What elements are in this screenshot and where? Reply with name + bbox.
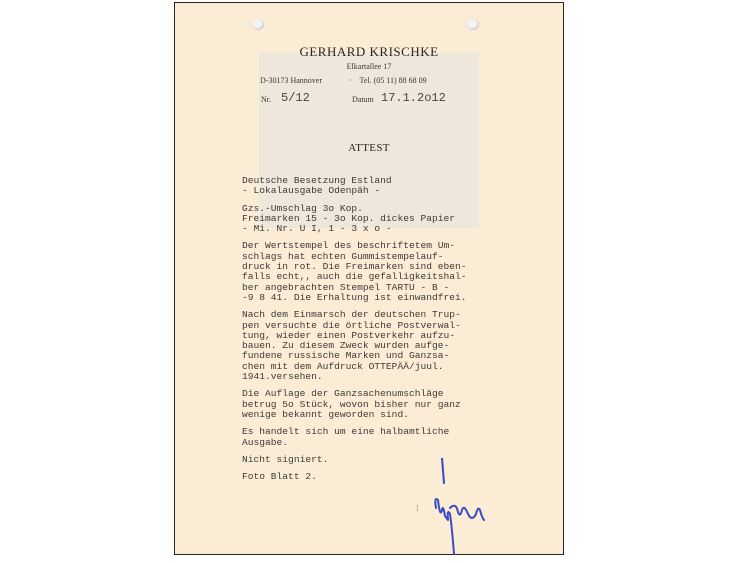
- paragraph: [242, 389, 542, 420]
- text-line: Ausgabe.: [242, 436, 289, 448]
- footer-mark: 1: [415, 503, 420, 513]
- datum-label: Datum: [352, 95, 374, 104]
- text-line: Der Wertstempel des beschriftetem Um-: [242, 240, 456, 252]
- punch-hole-icon: [467, 19, 479, 30]
- text-line: Nach dem Einmarsch der deutschen Trup-: [242, 309, 461, 321]
- letterhead-street: Elkartallee 17: [346, 62, 392, 71]
- text-line: druck in rot. Die Freimarken sind eben-: [242, 261, 467, 273]
- paragraph: [242, 241, 542, 303]
- datum-value: 17.1.2o12: [381, 91, 446, 105]
- paragraph: [242, 427, 542, 448]
- text-line: 1941.versehen.: [242, 371, 323, 383]
- text-line: falls echt,, auch die gefalligkeitshal-: [242, 271, 467, 283]
- paragraph: [242, 176, 542, 197]
- phone-number: Tel. (05 11) 88 68 09: [359, 76, 427, 85]
- text-line: Es handelt sich um eine halbamtliche: [242, 426, 450, 438]
- paragraph: [242, 204, 542, 235]
- text-line: tung, wieder einen Postverkehr aufzu-: [242, 329, 456, 341]
- text-line: Nicht signiert.: [242, 453, 329, 465]
- text-line: -9 8 41. Die Erhaltung ist einwandfrei.: [242, 291, 467, 303]
- text-line: bauen. Zu diesem Zweck wurden aufge-: [242, 340, 450, 352]
- text-line: Deutsche Besetzung Estland: [242, 175, 392, 186]
- text-line: pen versuchte die örtliche Postverwal-: [242, 319, 461, 331]
- letterhead-city: D-30173 Hannover: [260, 76, 322, 85]
- text-line: Freimarken 15 - 3o Kop. dickes Papier: [242, 212, 456, 224]
- document-title: ATTEST: [348, 142, 390, 154]
- nr-label: Nr.: [261, 95, 271, 104]
- text-line: - Mi. Nr. U I, 1 - 3 x o -: [242, 223, 392, 235]
- text-line: betrug 5o Stück, wovon bisher nur ganz: [242, 398, 461, 410]
- handwritten-signature-icon: [430, 458, 500, 563]
- text-line: wenige bekannt geworden sind.: [242, 408, 409, 420]
- nr-value: 5/12: [281, 91, 310, 105]
- text-line: Die Auflage der Ganzsachenumschläge: [242, 388, 444, 400]
- text-line: Gzs.-Umschlag 3o Kop.: [242, 202, 363, 214]
- letterhead-phone: [349, 76, 427, 85]
- text-line: fundene russische Marken und Ganzsa-: [242, 350, 450, 362]
- text-line: ber angebrachten Stempel TARTU - B -: [242, 281, 450, 293]
- text-line: chen mit dem Aufdruck OTTEPÄÄ/juul.: [242, 360, 444, 372]
- punch-hole-icon: [252, 19, 264, 30]
- paragraph: [242, 310, 542, 382]
- separator: ·: [349, 76, 352, 85]
- text-line: - Lokalausgabe Odenpäh -: [242, 185, 381, 197]
- certificate-paper: [174, 2, 564, 555]
- letterhead-name: GERHARD KRISCHKE: [299, 44, 439, 59]
- text-line: Foto Blatt 2.: [242, 471, 317, 483]
- typed-body: [242, 176, 542, 489]
- text-line: schlags hat echten Gummistempelauf-: [242, 250, 444, 262]
